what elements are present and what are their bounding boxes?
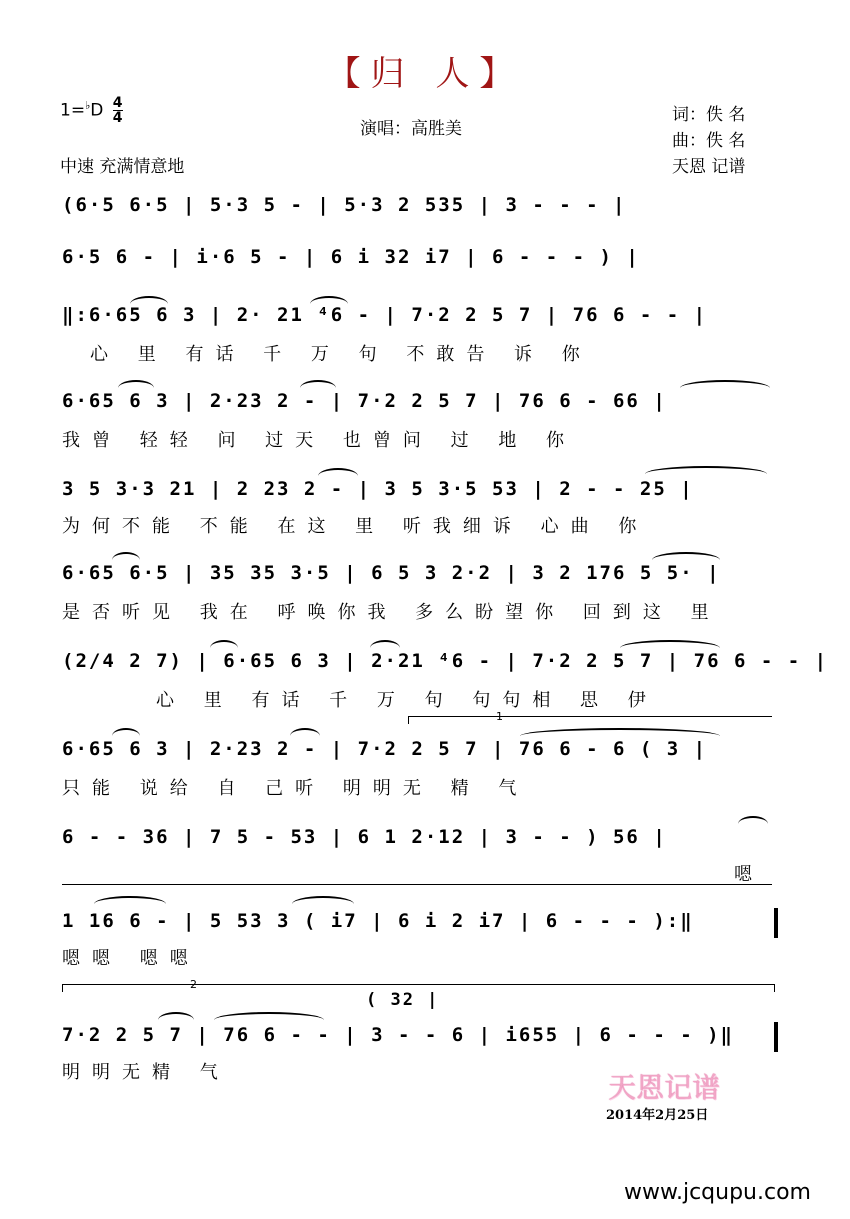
system-6-notes: 6·65 6·5 | 35 35 3·5 | 6 5 3 2·2 | 3 2 176 5 5· | bbox=[62, 562, 721, 584]
lyricist-credit: 词：佚 名 bbox=[672, 105, 746, 125]
volta-bracket-2 bbox=[62, 984, 774, 985]
slur bbox=[112, 552, 140, 560]
flat-sign: ♭ bbox=[85, 98, 91, 112]
key-prefix: 1= bbox=[60, 100, 86, 121]
ossia-notes: ( 32 | bbox=[366, 990, 440, 1010]
slur bbox=[158, 1012, 194, 1020]
system-9-lyrics: 嗯 bbox=[734, 864, 764, 885]
system-1-notes: (6·5 6·5 | 5·3 5 - | 5·3 2 535 | 3 - - - | bbox=[62, 194, 627, 216]
slur bbox=[214, 1012, 324, 1020]
singer-credit: 演唱：高胜美 bbox=[360, 119, 462, 139]
slur bbox=[118, 380, 154, 388]
volta-bracket-1 bbox=[408, 716, 772, 717]
composer-credit: 曲：佚 名 bbox=[672, 131, 746, 151]
slur bbox=[310, 296, 348, 304]
system-11-notes: 7·2 2 5 7 | 76 6 - - | 3 - - 6 | i655 | 6 - - - )‖ bbox=[62, 1024, 734, 1046]
system-3-lyrics: 心 里 有话 千 万 句 不敢告 诉 你 bbox=[90, 344, 592, 365]
time-bottom: 4 bbox=[112, 110, 123, 126]
slur bbox=[680, 380, 770, 388]
slur bbox=[318, 468, 358, 476]
song-title: 【归 人】 bbox=[326, 54, 524, 94]
site-watermark: www.jcqupu.com bbox=[624, 1180, 811, 1205]
slur bbox=[292, 896, 354, 904]
slur bbox=[652, 552, 720, 560]
system-5-lyrics: 为何不能 不能 在这 里 听我细诉 心曲 你 bbox=[62, 516, 649, 537]
repeat-end-barline bbox=[774, 908, 778, 938]
time-signature bbox=[113, 96, 123, 125]
system-10-notes: 1 16 6 - | 5 53 3 ( i7 | 6 i 2 i7 | 6 - - - ):‖ bbox=[62, 910, 694, 932]
system-3-notes: ‖:6·65 6 3 | 2· 21 ⁴6 - | 7·2 2 5 7 | 76 6 - - | bbox=[62, 304, 708, 326]
slur bbox=[370, 640, 400, 648]
transcriber-credit: 天恩 记谱 bbox=[672, 157, 746, 177]
slur bbox=[738, 816, 768, 824]
system-8-notes: 6·65 6 3 | 2·23 2 - | 7·2 2 5 7 | 76 6 - 6 ( 3 | bbox=[62, 738, 708, 760]
slur bbox=[94, 896, 166, 904]
system-2-notes: 6·5 6 - | i·6 5 - | 6 i 32 i7 | 6 - - - ) | bbox=[62, 246, 640, 268]
slur bbox=[290, 728, 320, 736]
system-9-notes: 6 - - 36 | 7 5 - 53 | 6 1 2·12 | 3 - - ) 56 | bbox=[62, 826, 667, 848]
tempo-marking: 中速 充满情意地 bbox=[60, 157, 185, 177]
slur bbox=[210, 640, 238, 648]
transcriber-stamp: 天恩记谱 bbox=[608, 1071, 721, 1104]
key-note: D bbox=[90, 100, 104, 121]
slur bbox=[300, 380, 336, 388]
system-6-lyrics: 是否听见 我在 呼唤你我 多么盼望你 回到这 里 bbox=[62, 602, 721, 623]
system-4-lyrics: 我曾 轻轻 问 过天 也曾问 过 地 你 bbox=[62, 430, 577, 451]
slur bbox=[112, 728, 140, 736]
system-7-notes: (2/4 2 7) | 6·65 6 3 | 2·21 ⁴6 - | 7·2 2 5 7 | 76 6 - - | bbox=[62, 650, 829, 672]
system-10-lyrics: 嗯嗯 嗯嗯 bbox=[62, 948, 200, 969]
slur bbox=[520, 728, 720, 736]
volta-number-2: 2 bbox=[190, 978, 197, 991]
system-4-notes: 6·65 6 3 | 2·23 2 - | 7·2 2 5 7 | 76 6 - 66 | bbox=[62, 390, 667, 412]
key-signature bbox=[60, 96, 123, 125]
slur bbox=[130, 296, 168, 304]
system-11-lyrics: 明明无精 气 bbox=[62, 1062, 230, 1083]
volta-tick bbox=[774, 984, 775, 992]
slur bbox=[620, 640, 720, 648]
system-8-lyrics: 只能 说给 自 己听 明明无 精 气 bbox=[62, 778, 529, 799]
system-5-notes: 3 5 3·3 21 | 2 23 2 - | 3 5 3·5 53 | 2 - - 25 | bbox=[62, 478, 694, 500]
volta-number-1: 1 bbox=[496, 710, 503, 723]
volta-tick bbox=[408, 716, 409, 724]
slur bbox=[645, 466, 767, 474]
volta-tick bbox=[62, 984, 63, 992]
system-7-lyrics: 心 里 有话 千 万 句 句句相 思 伊 bbox=[156, 690, 658, 711]
time-top: 4 bbox=[112, 95, 123, 111]
volta-bracket-1-continued bbox=[62, 884, 772, 885]
final-barline bbox=[774, 1022, 778, 1052]
transcription-date: 2014年2月25日 bbox=[606, 1108, 709, 1123]
